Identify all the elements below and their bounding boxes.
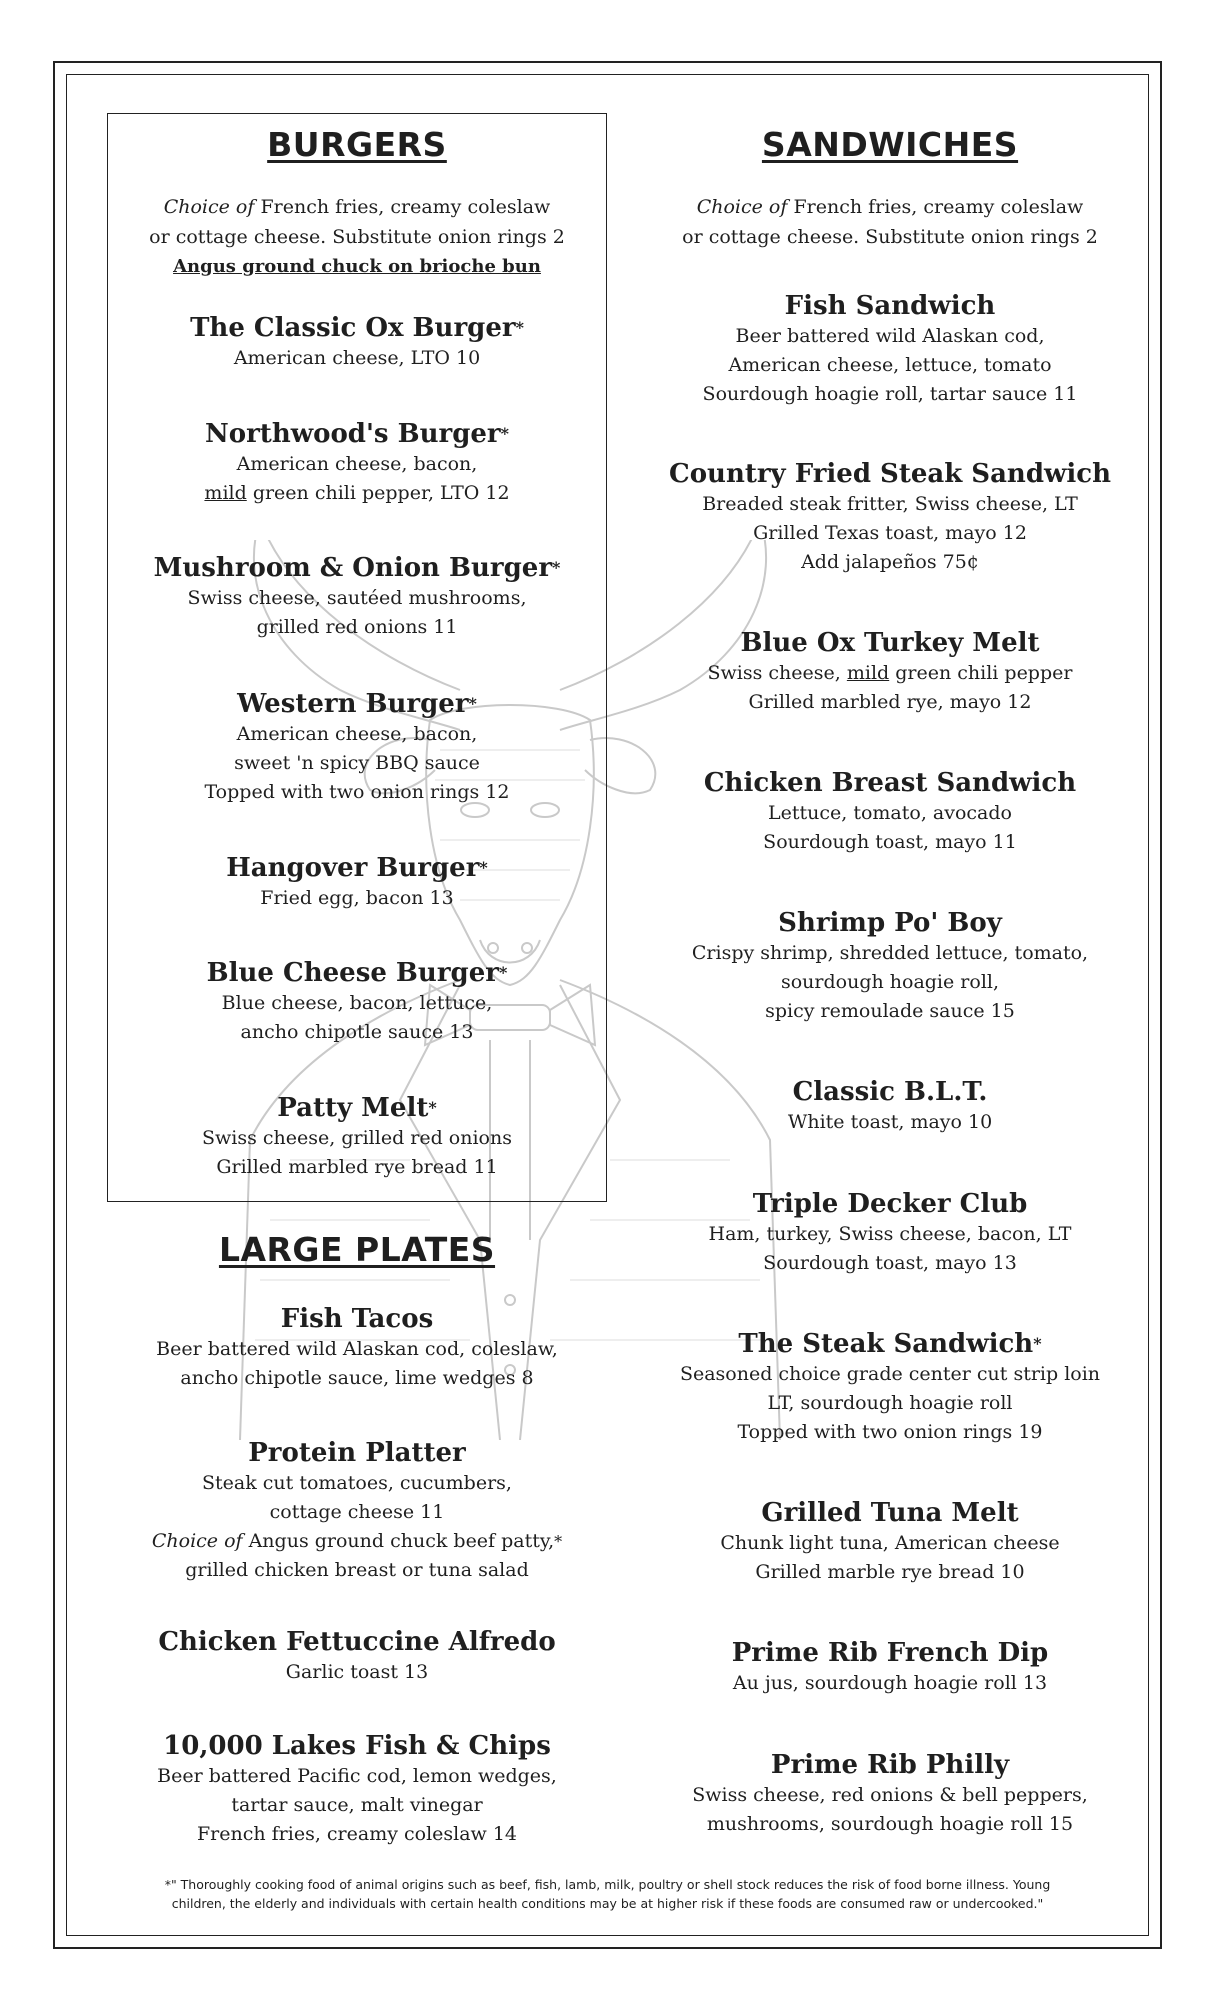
- menu-item-blue-cheese-burger: [107, 957, 607, 1047]
- item-desc: Swiss cheese, sautéed mushrooms,: [187, 587, 527, 609]
- item-name: Western Burger: [237, 689, 469, 719]
- item-desc: LT, sourdough hoagie roll: [767, 1392, 1013, 1414]
- menu-item-hangover-burger: [107, 852, 607, 913]
- menu-item-grilled-tuna-melt: [640, 1497, 1140, 1587]
- item-desc: Garlic toast 13: [285, 1661, 429, 1683]
- menu-item-patty-melt: [107, 1092, 607, 1182]
- item-desc: Crispy shrimp, shredded lettuce, tomato,: [691, 942, 1089, 964]
- menu-item-chicken-fettuccine-alfredo: [107, 1626, 607, 1687]
- item-desc: Topped with two onion rings 12: [204, 781, 510, 803]
- asterisk-mark: *: [500, 424, 509, 443]
- menu-item-prime-rib-philly: [640, 1749, 1140, 1839]
- asterisk-mark: *: [1033, 1334, 1042, 1353]
- choice-of-label: Choice of: [151, 1530, 243, 1552]
- item-desc: sourdough hoagie roll,: [780, 971, 1000, 993]
- item-name: Blue Ox Turkey Melt: [740, 628, 1040, 658]
- burgers-intro-rest: French fries, creamy coleslaw: [254, 196, 551, 218]
- item-name: Fish Tacos: [280, 1304, 434, 1334]
- item-name: The Steak Sandwich: [738, 1329, 1034, 1359]
- item-name: Blue Cheese Burger: [206, 958, 499, 988]
- item-desc: American cheese, bacon,: [236, 453, 478, 475]
- item-name: Classic B.L.T.: [792, 1077, 988, 1107]
- item-desc: American cheese, lettuce, tomato: [728, 354, 1052, 376]
- burgers-intro: [107, 192, 607, 282]
- mild-note: mild: [204, 482, 247, 504]
- menu-item-steak-sandwich: [640, 1328, 1140, 1447]
- menu-item-fish-and-chips: [107, 1730, 607, 1849]
- asterisk-mark: *: [479, 858, 488, 877]
- item-desc: ancho chipotle sauce 13: [240, 1021, 474, 1043]
- item-desc: French fries, creamy coleslaw 14: [196, 1823, 518, 1845]
- sandwiches-intro: [640, 192, 1140, 252]
- item-desc: Beer battered wild Alaskan cod,: [735, 325, 1045, 347]
- menu-item-mushroom-onion-burger: [107, 552, 607, 642]
- item-desc: Grilled Texas toast, mayo 12: [753, 522, 1027, 544]
- item-name: 10,000 Lakes Fish & Chips: [163, 1731, 551, 1761]
- asterisk-mark: *: [498, 963, 508, 982]
- item-name: Fish Sandwich: [784, 291, 996, 321]
- asterisk-mark: *: [428, 1098, 437, 1117]
- sandwiches-title: SANDWICHES: [761, 125, 1019, 164]
- item-name: Chicken Breast Sandwich: [703, 768, 1077, 798]
- item-name: Prime Rib Philly: [770, 1750, 1010, 1780]
- menu-item-blue-ox-turkey-melt: [640, 627, 1140, 717]
- item-name: The Classic Ox Burger: [190, 313, 516, 343]
- item-desc: green chili pepper: [889, 662, 1073, 684]
- item-desc: American cheese, bacon,: [236, 723, 478, 745]
- burgers-intro-choice: Choice of: [163, 196, 255, 218]
- item-name: Chicken Fettuccine Alfredo: [158, 1627, 556, 1657]
- burgers-intro-line2: or cottage cheese. Substitute onion rings 2: [149, 226, 565, 248]
- item-desc: Beer battered Pacific cod, lemon wedges,: [157, 1765, 557, 1787]
- menu-item-northwoods-burger: [107, 418, 607, 508]
- menu-item-country-fried-steak-sandwich: [640, 458, 1140, 577]
- menu-item-classic-ox-burger: [107, 312, 607, 373]
- burgers-title: BURGERS: [267, 125, 447, 164]
- item-desc: Breaded steak fritter, Swiss cheese, LT: [702, 493, 1078, 515]
- item-name: Grilled Tuna Melt: [761, 1498, 1019, 1528]
- footnote-line: children, the elderly and individuals with certain health conditions may be at higher risk if these foods are consumed raw or undercooked.": [171, 1896, 1044, 1911]
- item-desc: Seasoned choice grade center cut strip loin: [679, 1363, 1101, 1385]
- item-name: Northwood's Burger: [205, 419, 501, 449]
- item-desc: mushrooms, sourdough hoagie roll 15: [706, 1813, 1074, 1835]
- item-desc: American cheese, LTO 10: [233, 347, 481, 369]
- menu-item-prime-rib-french-dip: [640, 1637, 1140, 1698]
- item-desc: Swiss cheese, red onions & bell peppers,: [692, 1784, 1088, 1806]
- menu-item-western-burger: [107, 688, 607, 807]
- item-desc: Au jus, sourdough hoagie roll 13: [732, 1672, 1048, 1694]
- menu-item-triple-decker-club: [640, 1188, 1140, 1278]
- item-desc: Swiss cheese, grilled red onions: [202, 1127, 512, 1149]
- footnote-line: *" Thoroughly cooking food of animal origins such as beef, fish, lamb, milk, poultry or shell stock reduces the risk of food borne illness. Young: [164, 1877, 1051, 1892]
- item-name: Mushroom & Onion Burger: [153, 553, 553, 583]
- item-desc: Sourdough toast, mayo 11: [763, 831, 1017, 853]
- item-desc: Sourdough toast, mayo 13: [763, 1252, 1017, 1274]
- item-name: Prime Rib French Dip: [731, 1638, 1049, 1668]
- asterisk-mark: *: [468, 694, 477, 713]
- item-desc: green chili pepper, LTO 12: [252, 482, 510, 504]
- item-desc: sweet 'n spicy BBQ sauce: [234, 752, 480, 774]
- item-desc: Beer battered wild Alaskan cod, coleslaw,: [156, 1338, 558, 1360]
- item-name: Protein Platter: [248, 1438, 466, 1468]
- item-desc: Chunk light tuna, American cheese: [720, 1532, 1060, 1554]
- large-plates-title: LARGE PLATES: [218, 1230, 496, 1269]
- item-desc: ancho chipotle sauce, lime wedges 8: [180, 1367, 534, 1389]
- item-name: Triple Decker Club: [752, 1189, 1028, 1219]
- item-desc: spicy remoulade sauce 15: [765, 1000, 1015, 1022]
- item-desc: cottage cheese 11: [269, 1501, 445, 1523]
- item-desc: White toast, mayo 10: [787, 1111, 993, 1133]
- sandwiches-intro-choice: Choice of: [696, 196, 788, 218]
- menu-item-shrimp-po-boy: [640, 907, 1140, 1026]
- item-name: Country Fried Steak Sandwich: [669, 459, 1111, 489]
- item-desc: Blue cheese, bacon, lettuce,: [221, 992, 493, 1014]
- asterisk-mark: *: [515, 318, 524, 337]
- item-desc: Fried egg, bacon 13: [260, 887, 454, 909]
- menu-item-fish-sandwich: [640, 290, 1140, 409]
- menu-item-fish-tacos: [107, 1303, 607, 1393]
- burgers-bun-note: Angus ground chuck on brioche bun: [173, 256, 541, 277]
- item-name: Hangover Burger: [226, 853, 480, 883]
- item-desc: tartar sauce, malt vinegar: [231, 1794, 483, 1816]
- item-desc: Angus ground chuck beef patty,: [242, 1530, 555, 1552]
- item-desc: Grilled marbled rye bread 11: [216, 1156, 498, 1178]
- item-name: Shrimp Po' Boy: [778, 908, 1002, 938]
- sandwiches-intro-line2: or cottage cheese. Substitute onion rings 2: [682, 226, 1098, 248]
- asterisk-mark: *: [552, 558, 561, 577]
- item-desc: Sourdough hoagie roll, tartar sauce 11: [702, 383, 1078, 405]
- item-desc: Ham, turkey, Swiss cheese, bacon, LT: [708, 1223, 1072, 1245]
- menu-item-protein-platter: [107, 1437, 607, 1585]
- menu-item-classic-blt: [640, 1076, 1140, 1137]
- item-desc: Lettuce, tomato, avocado: [768, 802, 1012, 824]
- menu-item-chicken-breast-sandwich: [640, 767, 1140, 857]
- food-safety-footnote: [120, 1875, 1095, 1913]
- item-desc: Grilled marble rye bread 10: [755, 1561, 1025, 1583]
- item-desc: Add jalapeños 75¢: [801, 551, 979, 573]
- item-name: Patty Melt: [277, 1093, 429, 1123]
- item-desc: Swiss cheese,: [707, 662, 847, 684]
- item-desc: Steak cut tomatoes, cucumbers,: [202, 1472, 512, 1494]
- asterisk-mark: *: [554, 1532, 563, 1551]
- sandwiches-intro-rest: French fries, creamy coleslaw: [787, 196, 1084, 218]
- mild-note: mild: [846, 662, 890, 684]
- item-desc: Topped with two onion rings 19: [737, 1421, 1043, 1443]
- item-desc: grilled chicken breast or tuna salad: [185, 1559, 529, 1581]
- item-desc: Grilled marbled rye, mayo 12: [748, 691, 1032, 713]
- item-desc: grilled red onions 11: [256, 616, 458, 638]
